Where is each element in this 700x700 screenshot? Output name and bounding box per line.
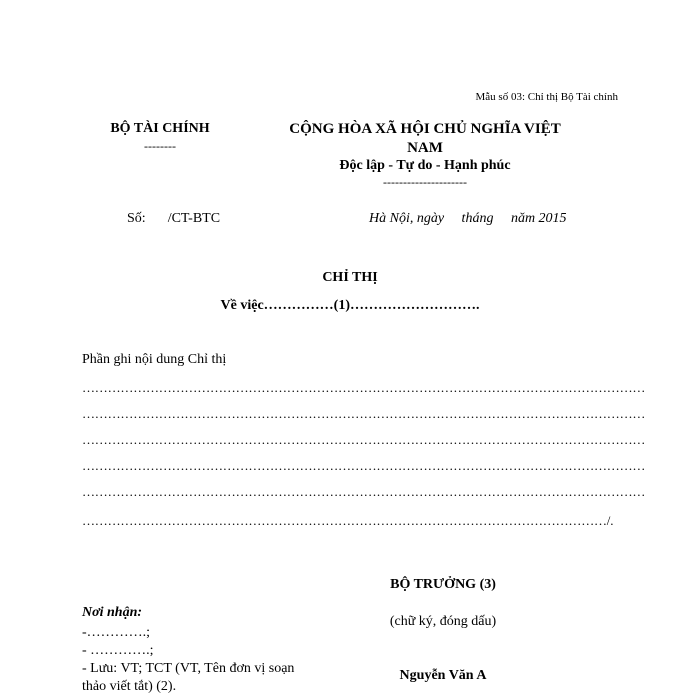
- document-number-suffix: /CT-BTC: [167, 211, 221, 226]
- recipients-heading: Nơi nhận:: [82, 605, 143, 620]
- content-label: Phần ghi nội dung Chỉ thị: [82, 352, 227, 367]
- signature-note: (chữ ký, đóng dấu): [389, 614, 497, 629]
- recipient-item: - ………….;: [82, 643, 154, 658]
- content-dotted-line: ……………………………………………………………………………………………………………………: [82, 458, 646, 473]
- signer-name: Nguyễn Văn A: [399, 668, 487, 683]
- document-type-title: CHỈ THỊ: [322, 270, 378, 285]
- republic-name-line1: CỘNG HÒA XÃ HỘI CHỦ NGHĨA VIỆT: [289, 121, 561, 137]
- content-dotted-line: ……………………………………………………………………………………………………………………: [82, 380, 646, 395]
- republic-name-line2: NAM: [407, 140, 443, 156]
- national-motto: Độc lập - Tự do - Hạnh phúc: [339, 158, 511, 173]
- motto-underline: ---------------------: [383, 175, 467, 189]
- ministry-name: BỘ TÀI CHÍNH: [110, 121, 210, 136]
- document-subject: Về việc……………(1)……………………….: [220, 298, 480, 313]
- document-number-prefix: Số:: [127, 211, 146, 226]
- content-dotted-line: ……………………………………………………………………………………………………………………: [82, 406, 646, 421]
- recipient-item: thảo viết tắt) (2).: [82, 679, 177, 694]
- recipient-item: -………….;: [82, 625, 151, 640]
- document-number: [127, 211, 220, 227]
- content-dotted-line: ……………………………………………………………………………………………………………………: [82, 484, 646, 499]
- form-code: Mẫu số 03: Chỉ thị Bộ Tài chính: [475, 91, 618, 103]
- place-date: Hà Nội, ngày tháng năm 2015: [369, 211, 567, 226]
- content-dotted-line: ……………………………………………………………………………………………………………………: [82, 432, 646, 447]
- signer-title: BỘ TRƯỞNG (3): [390, 577, 496, 592]
- content-dotted-line-end: ……………………………………………………………………………………………………………/.: [82, 513, 614, 528]
- recipient-item: - Lưu: VT; TCT (VT, Tên đơn vị soạn: [82, 661, 295, 676]
- ministry-underline: --------: [144, 139, 176, 153]
